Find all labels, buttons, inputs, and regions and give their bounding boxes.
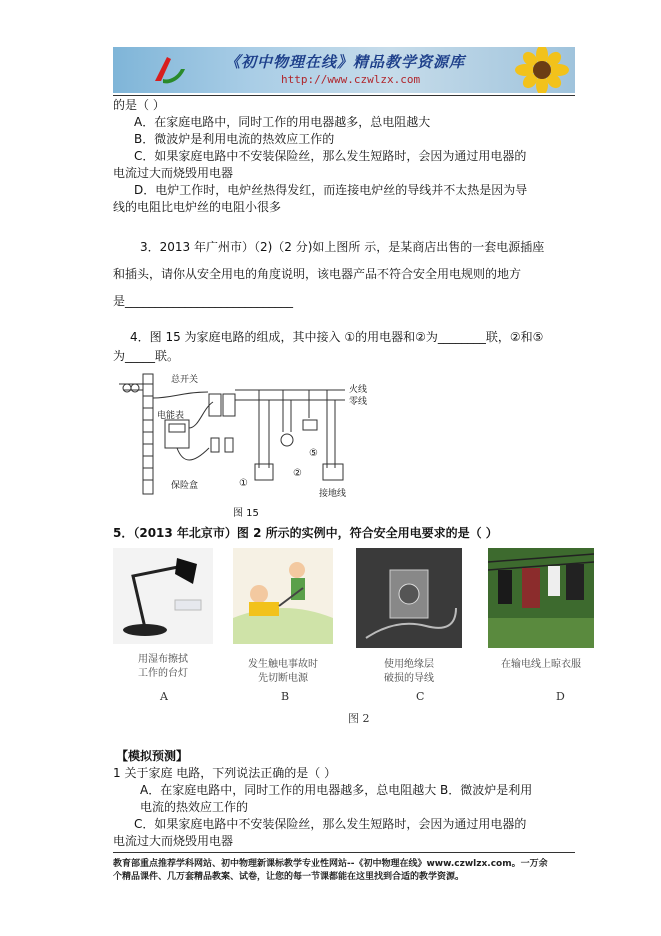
label-n5: ⑤: [309, 448, 318, 459]
footer-rule: [113, 852, 575, 853]
panel-b-letter: B: [281, 690, 290, 703]
p1-option-b-cont: 电流的热效应工作的: [140, 800, 249, 814]
panel-d-image: [488, 548, 594, 648]
panel-a-caption1: 用湿布擦拭: [138, 654, 188, 665]
q4-line1: 4．图 15 为家庭电路的组成，其中接入 ①的用电器和②为________联，②和⑤: [130, 330, 544, 344]
banner-url: http://www.czwlzx.com: [281, 73, 421, 86]
panel-b-image: [233, 548, 333, 644]
header-rule: [113, 95, 575, 96]
p1-option-c-cont: 电流过大而烧毁用电器: [113, 834, 234, 848]
panel-b-caption1: 发生触电事故时: [248, 659, 318, 670]
q2-option-b: B．微波炉是利用电流的热效应工作的: [134, 132, 335, 146]
label-total-switch: 总开关: [171, 375, 199, 385]
label-live: 火线: [349, 385, 368, 395]
panel-d-letter: D: [556, 690, 565, 703]
q2-option-c: C．如果家庭电路中不安装保险丝，那么发生短路时，会因为通过用电器的: [134, 149, 527, 163]
q2-stem: 的是（ ）: [113, 98, 165, 112]
footer-line1: 教育部重点推荐学科网站、初中物理新课标教学专业性网站--《初中物理在线》www.czwlzx.com。一万余: [113, 859, 548, 869]
label-ground: 接地线: [319, 489, 347, 499]
p1-option-c: C．如果家庭电路中不安装保险丝，那么发生短路时，会因为通过用电器的: [134, 817, 527, 831]
label-n1: ①: [239, 478, 248, 489]
q2-option-a: A．在家庭电路中，同时工作的用电器越多，总电阻越大: [134, 115, 431, 129]
panel-b-caption2: 先切断电源: [258, 673, 308, 684]
p1-option-ab: A．在家庭电路中，同时工作的用电器越多，总电阻越大 B．微波炉是利用: [140, 783, 533, 797]
panel-c-caption1: 使用绝缘层: [384, 659, 434, 670]
label-fuse-box: 保险盒: [171, 481, 199, 491]
q3-line3: 是____________________________: [113, 294, 294, 308]
panel-a-letter: A: [160, 690, 168, 703]
label-neutral: 零线: [349, 397, 368, 407]
panel-a-image: [113, 548, 213, 644]
header-banner: [113, 47, 575, 93]
figure-15: [113, 368, 383, 518]
footer-line2: 个精品课件、几万套精品教案、试卷，让您的每一节课都能在这里找到合适的教学资源。: [113, 872, 465, 882]
panel-c-caption2: 破损的导线: [384, 673, 434, 684]
panel-c-letter: C: [416, 690, 425, 703]
logo-icon: [147, 51, 189, 89]
figure-15-caption: 图 15: [233, 508, 259, 519]
section-title: 【模拟预测】: [116, 749, 189, 763]
label-meter: 电能表: [157, 411, 185, 421]
q4-line2: 为_____联。: [113, 349, 180, 363]
banner-title: 《初中物理在线》精品教学资源库: [225, 53, 466, 71]
q2-option-c-cont: 电流过大而烧毁用电器: [113, 166, 234, 180]
figure-2-caption: 图 2: [348, 712, 370, 725]
q2-option-d: D．电炉工作时，电炉丝热得发红，而连接电炉丝的导线并不太热是因为导: [134, 183, 528, 197]
sunflower-icon: [509, 47, 575, 93]
panel-c-image: [356, 548, 462, 648]
q3-line2: 和插头，请你从安全用电的角度说明，该电器产品不符合安全用电规则的地方: [113, 267, 522, 281]
panel-a-caption2: 工作的台灯: [138, 668, 188, 679]
q5-line: 5．（2013 年北京市）图 2 所示的实例中，符合安全用电要求的是（ ）: [113, 526, 498, 540]
panel-d-caption1: 在输电线上晾衣服: [501, 659, 581, 670]
p1-stem: 1 关于家庭 电路，下列说法正确的是（ ）: [113, 766, 337, 780]
label-n2: ②: [293, 468, 302, 479]
q3-line1: 3．2013 年广州市）（2)（2 分)如上图所 示，是某商店出售的一套电源插座: [140, 240, 545, 254]
q2-option-d-cont: 线的电阻比电炉丝的电阻小很多: [113, 200, 282, 214]
